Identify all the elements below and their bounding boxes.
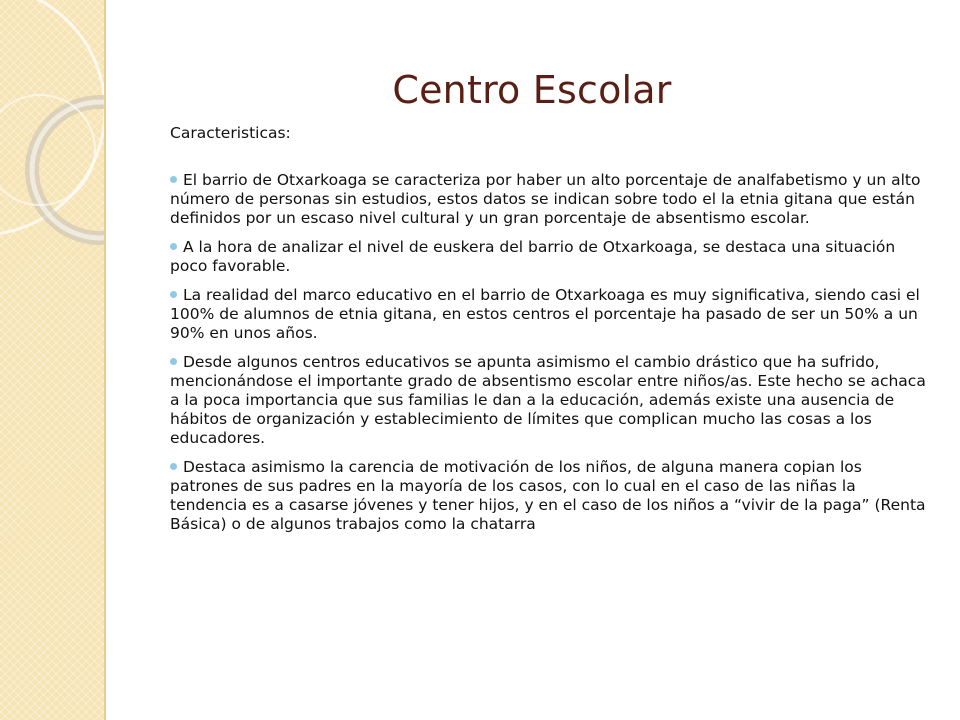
bullet-dot-icon [170,243,177,250]
slide-content [170,124,930,544]
bullet-text: A la hora de analizar el nivel de euskera del barrio de Otxarkoaga, se destaca una situación poco favorable. [170,238,896,275]
bullet-text: Desde algunos centros educativos se apunta asimismo el cambio drástico que ha sufrido, mencionándose el importante grado de absentismo escolar entre niños/as. Este hecho se achaca a la poca importancia que sus familias le dan a la educación, además existe una ausencia de hábitos de organización y establecimiento de límites que complican mucho las cosas a los educadores. [170,353,926,447]
decorative-sidebar [0,0,106,720]
decorative-ring [32,102,104,238]
bullet-text: El barrio de Otxarkoaga se caracteriza por haber un alto porcentaje de analfabetismo y un alto número de personas sin estudios, estos datos se indican sobre todo el la etnia gitana que están definidos por un escaso nivel cultural y un gran porcentaje de absentismo escolar. [170,171,921,227]
bullet-dot-icon [170,176,177,183]
bullet-dot-icon [170,463,177,470]
bullet-item [170,238,930,276]
bullet-item [170,458,930,534]
bullet-item [170,353,930,448]
slide-title: Centro Escolar [392,68,672,112]
slide-subtitle: Caracteristicas: [170,124,291,142]
bullet-text: La realidad del marco educativo en el barrio de Otxarkoaga es muy significativa, siendo casi el 100% de alumnos de etnia gitana, en estos centros el porcentaje ha pasado de ser un 50% a un 90% en unos años. [170,286,920,342]
bullet-item [170,286,930,343]
bullet-item [170,171,930,228]
bullet-text: Destaca asimismo la carencia de motivación de los niños, de alguna manera copian los patrones de sus padres en la mayoría de los casos, con lo cual en el caso de las niñas la tendencia es a casarse jóvenes y tener hijos, y en el caso de los niños a “vivir de la paga” (Renta Básica) o de algunos trabajos como la chatarra [170,458,926,533]
decorative-circles-graphic [0,0,104,720]
bullet-dot-icon [170,358,177,365]
bullet-list [170,171,930,534]
bullet-dot-icon [170,291,177,298]
